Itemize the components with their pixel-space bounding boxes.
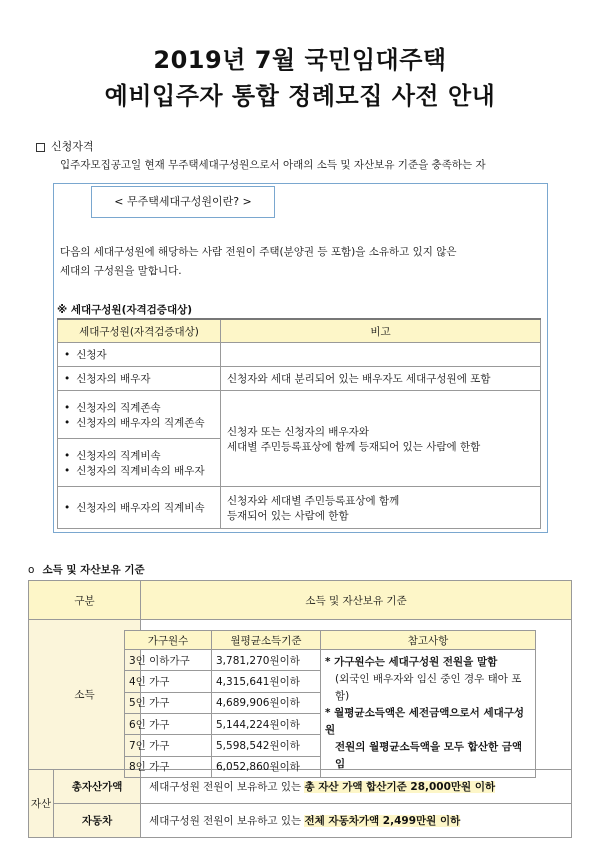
income-size: 5인 가구 xyxy=(125,692,212,713)
income-size: 8인 가구 xyxy=(125,756,212,777)
income-header-size: 가구원수 xyxy=(125,631,212,650)
income-limit: 3,781,270원이하 xyxy=(212,650,321,671)
income-size: 3인 이하가구 xyxy=(125,650,212,671)
members-header-note: 비고 xyxy=(221,319,541,343)
income-limit: 4,689,906원이하 xyxy=(212,692,321,713)
members-header-member: 세대구성원(자격검증대상) xyxy=(58,319,221,343)
total-asset-label: 총자산가액 xyxy=(54,770,141,804)
income-notes: * 가구원수는 세대구성원 전원을 말함 (외국인 배우자와 임신 중인 경우 태아 포함) * 월평균소득액은 세전금액으로서 세대구성원 전원의 월평균소득액을 모두 합산한 금액임 xyxy=(321,650,536,778)
members-table xyxy=(57,318,541,529)
square-bullet-icon xyxy=(36,143,45,152)
circle-bullet-icon: o xyxy=(28,564,35,576)
criteria-header-standard: 소득 및 자산보유 기준 xyxy=(141,581,572,620)
income-limit: 5,598,542원이하 xyxy=(212,735,321,756)
member-group-note: 신청자 또는 신청자의 배우자와 세대별 주민등록표상에 함께 등재되어 있는 사람에 한함 xyxy=(221,391,541,487)
page-title-line1: 2019년 7월 국민임대주택 xyxy=(153,46,447,74)
member-descendants: • 신청자의 직계비속 • 신청자의 직계비속의 배우자 xyxy=(58,439,221,487)
member-spouse-descendant: • 신청자의 배우자의 직계비속 xyxy=(58,487,221,529)
eligibility-intro: 입주자모집공고일 현재 무주택세대구성원으로서 아래의 소득 및 자산보유 기준을 충족하는 자 xyxy=(60,159,486,171)
definition-box-label: < 무주택세대구성원이란? > xyxy=(91,186,275,218)
member-spouse-descendant-note: 신청자와 세대별 주민등록표상에 함께 등재되어 있는 사람에 한함 xyxy=(221,487,541,529)
car-value: 세대구성원 전원이 보유하고 있는 전체 자동차가액 2,499만원 이하 xyxy=(141,804,572,838)
page-title-line2: 예비입주자 통합 정례모집 사전 안내 xyxy=(104,82,496,110)
member-spouse-note: 신청자와 세대 분리되어 있는 배우자도 세대구성원에 포함 xyxy=(221,367,541,391)
definition-text: 다음의 세대구성원에 해당하는 사람 전원이 주택(분양권 등 포함)을 소유하고 있지 않은 세대의 구성원을 말합니다. xyxy=(60,246,457,277)
income-header-notes: 참고사항 xyxy=(321,631,536,650)
income-limit: 6,052,860원이하 xyxy=(212,756,321,777)
income-size: 6인 가구 xyxy=(125,713,212,734)
income-header-limit: 월평균소득기준 xyxy=(212,631,321,650)
income-limit: 5,144,224원이하 xyxy=(212,713,321,734)
member-applicant: • 신청자 xyxy=(58,343,221,367)
members-title: ※ 세대구성원(자격검증대상) xyxy=(57,304,193,316)
asset-label: 자산 xyxy=(29,770,54,838)
member-spouse: • 신청자의 배우자 xyxy=(58,367,221,391)
total-asset-value: 세대구성원 전원이 보유하고 있는 총 자산 가액 합산기준 28,000만원 이하 xyxy=(141,770,572,804)
eligibility-section-title: 신청자격 xyxy=(36,138,94,154)
car-label: 자동차 xyxy=(54,804,141,838)
income-size: 4인 가구 xyxy=(125,671,212,692)
income-size: 7인 가구 xyxy=(125,735,212,756)
member-ascendants: • 신청자의 직계존속 • 신청자의 배우자의 직계존속 xyxy=(58,391,221,439)
criteria-section-title: o 소득 및 자산보유 기준 xyxy=(28,564,145,576)
criteria-header-category: 구분 xyxy=(29,581,141,620)
income-limit: 4,315,641원이하 xyxy=(212,671,321,692)
income-table xyxy=(124,630,536,778)
income-label: 소득 xyxy=(29,620,141,770)
